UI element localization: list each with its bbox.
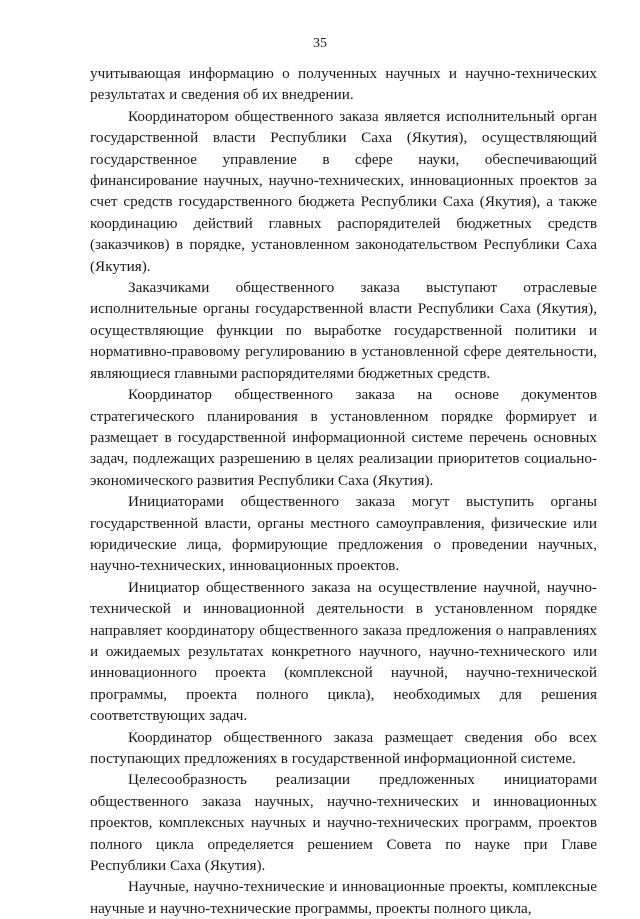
paragraph-continuation: учитывающая информацию о полученных научных и научно-технических результатах и сведения об их внедрении. (90, 65, 597, 104)
paragraph-coordinator: Координатором общественного заказа является исполнительный орган государственной власти Республики Саха (Якутия), осуществляющий государственное управление в сфере науки, обеспечивающий финансирование научных, научно-технических, инновационных проектов за счет средств государственного бюджета Республики Саха (Якутия), а также координацию действий главных распорядителей бюджетных средств (заказчиков) в порядке, установленном законодательством Республики Саха (Якутия). (90, 107, 597, 275)
paragraph-projects-start: Научные, научно-технические и инновационные проекты, комплексные научные и научно-технические программы, проекты полного цикла, (90, 878, 597, 917)
paragraph-initiator-proposals: Инициатор общественного заказа на осуществление научной, научно-технической и инновационной деятельности в установленном порядке направляет координатору общественного заказа предложения о направлениях и ожидаемых результатах конкретного научного, научно-технического или инновационного проекта (комплексной научной, научно-технической программы, проекта полного цикла), необходимых для решения соответствующих задач. (90, 578, 597, 725)
paragraph-task-list: Координатор общественного заказа на основе документов стратегического планирования в установленном порядке формирует и размещает в государственной информационной системе перечень основных задач, подлежащих разрешению в целях реализации приоритетов социально-экономического развития Республики Саха (Якутия). (90, 386, 597, 489)
page-number: 35 (313, 36, 327, 51)
paragraph-initiators: Инициаторами общественного заказа могут выступить органы государственной власти, органы местного самоуправления, физические или юридические лица, формирующие предложения о проведении научных, научно-технических, инновационных проектов. (90, 493, 597, 575)
paragraph-publication: Координатор общественного заказа размещает сведения обо всех поступающих предложениях в государственной информационной системе. (90, 728, 597, 767)
paragraph-customers: Заказчиками общественного заказа выступают отраслевые исполнительные органы государственной власти Республики Саха (Якутия), осуществляющие функции по выработке государственной политики и нормативно-правовому регулированию в установленной сфере деятельности, являющиеся главными распорядителями бюджетных средств. (90, 279, 597, 382)
paragraph-feasibility: Целесообразность реализации предложенных инициаторами общественного заказа научных, научно-технических и инновационных проектов, комплексных научных и научно-технических программ, проектов полного цикла определяется решением Совета по науке при Главе Республики Саха (Якутия). (90, 771, 597, 875)
page-body-text (90, 63, 597, 919)
